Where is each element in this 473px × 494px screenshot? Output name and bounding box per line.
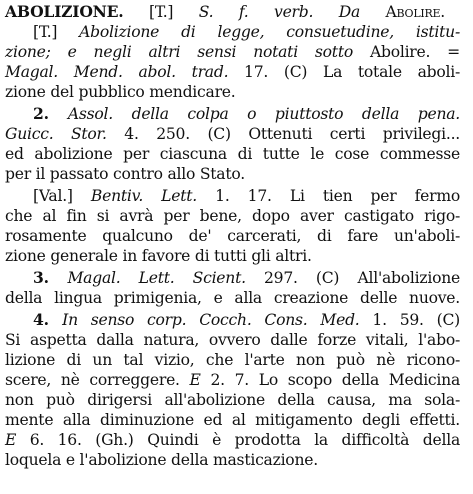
quotation: lizione di un tal vizio, che l'arte non può nè ricono- xyxy=(5,351,460,369)
sense-definition: In senso corp. xyxy=(62,311,200,329)
entry-line-21 xyxy=(5,410,460,430)
quotation: mente alla diminuzione ed al mitigamento degli effetti. xyxy=(5,411,460,429)
quotation: Li tien per fermo xyxy=(289,187,460,205)
grammar-note: S. f. verb. Da xyxy=(198,3,386,21)
citation: Cocch. Cons. Med. xyxy=(199,311,373,329)
entry-line-20 xyxy=(5,390,460,410)
quotation: loquela e l'abolizione della masticazione. xyxy=(5,451,318,469)
cross-reference: Abolire. xyxy=(385,3,445,21)
quotation: rosamente qualcuno de' carcerati, di fare un'aboli- xyxy=(5,227,460,245)
citation: Bentiv. Lett. xyxy=(90,187,216,205)
cross-reference: Abolire. xyxy=(369,43,431,61)
citation: Magal. Mend. abol. trad. xyxy=(5,63,245,81)
entry-line-2 xyxy=(33,22,460,42)
sense-definition: Assol. della colpa o piuttosto della pena. xyxy=(67,105,460,123)
entry-line-12 xyxy=(5,226,460,246)
citation: Guicc. Stor. xyxy=(5,125,125,143)
source-tag: [Val.] xyxy=(33,187,91,205)
sense-number: 4. xyxy=(33,310,63,329)
quotation: che al fin si avrà per bene, dopo aver castigato rigo- xyxy=(5,207,460,225)
citation-number: 6. 16. (Gh.) xyxy=(29,431,148,449)
quotation: per il passato contro allo Stato. xyxy=(5,165,245,183)
entry-line-9 xyxy=(5,164,473,184)
headword: ABOLIZIONE. xyxy=(5,2,124,21)
citation-number: 17. (C) xyxy=(244,63,323,81)
quotation: Quindi è prodotta la difficoltà della xyxy=(147,431,461,449)
quotation: zione del pubblico mendicare. xyxy=(5,83,236,101)
quotation: Si aspetta dalla natura, ovvero dalle forze vitali, l'abo- xyxy=(5,331,460,349)
sense-number: 2. xyxy=(33,104,68,123)
citation-number: 4. 250. (C) xyxy=(124,125,249,143)
entry-line-3 xyxy=(5,42,460,62)
entry-line-22 xyxy=(5,430,460,450)
entry-line-5 xyxy=(5,82,473,102)
entry-line-16 xyxy=(33,310,460,330)
citation-number: 297. (C) xyxy=(264,269,358,287)
quotation: Lo scopo della Medicina xyxy=(258,371,460,389)
citation: Magal. Lett. Scient. xyxy=(67,269,264,287)
quotation: La totale aboli- xyxy=(322,63,461,81)
citation: E xyxy=(5,431,30,449)
quotation: della lingua primigenia, e alla creazione delle nuove. xyxy=(5,289,460,307)
quotation: zione generale in favore di tutti gli altri. xyxy=(5,247,312,265)
source-tag: [T.] xyxy=(33,23,80,41)
source-tag: [T.] xyxy=(123,3,199,21)
entry-line-23 xyxy=(5,450,473,470)
entry-line-4 xyxy=(5,62,460,82)
citation: E xyxy=(189,371,211,389)
entry-line-17 xyxy=(5,330,460,350)
citation-number: 1. 17. xyxy=(215,187,290,205)
quotation: scere, nè correggere. xyxy=(5,371,190,389)
entry-line-15 xyxy=(5,288,460,308)
entry-line-18 xyxy=(5,350,460,370)
quotation: ed abolizione per ciascuna di tutte le cose commesse xyxy=(5,145,460,163)
entry-line-10 xyxy=(33,186,460,206)
quotation: Ottenuti certi privilegi... xyxy=(248,125,460,143)
entry-line-6 xyxy=(33,104,460,124)
definition-text: Abolizione di legge, consuetudine, istitu- xyxy=(79,23,460,41)
citation-number: 1. 59. (C) xyxy=(372,311,460,329)
entry-line-14 xyxy=(33,268,460,288)
separator: = xyxy=(430,43,460,61)
entry-line-13 xyxy=(5,246,473,266)
entry-line-11 xyxy=(5,206,460,226)
entry-line-7 xyxy=(5,124,460,144)
quotation: All'abolizione xyxy=(357,269,460,287)
quotation: non può dirigersi all'abolizione della causa, ma sola- xyxy=(5,391,460,409)
definition-text: zione; e negli altri sensi notati sotto xyxy=(5,43,370,61)
citation-number: 2. 7. xyxy=(210,371,259,389)
sense-number: 3. xyxy=(33,268,68,287)
entry-line-8 xyxy=(5,144,460,164)
entry-line-19 xyxy=(5,370,460,390)
entry-line-1 xyxy=(5,2,445,22)
